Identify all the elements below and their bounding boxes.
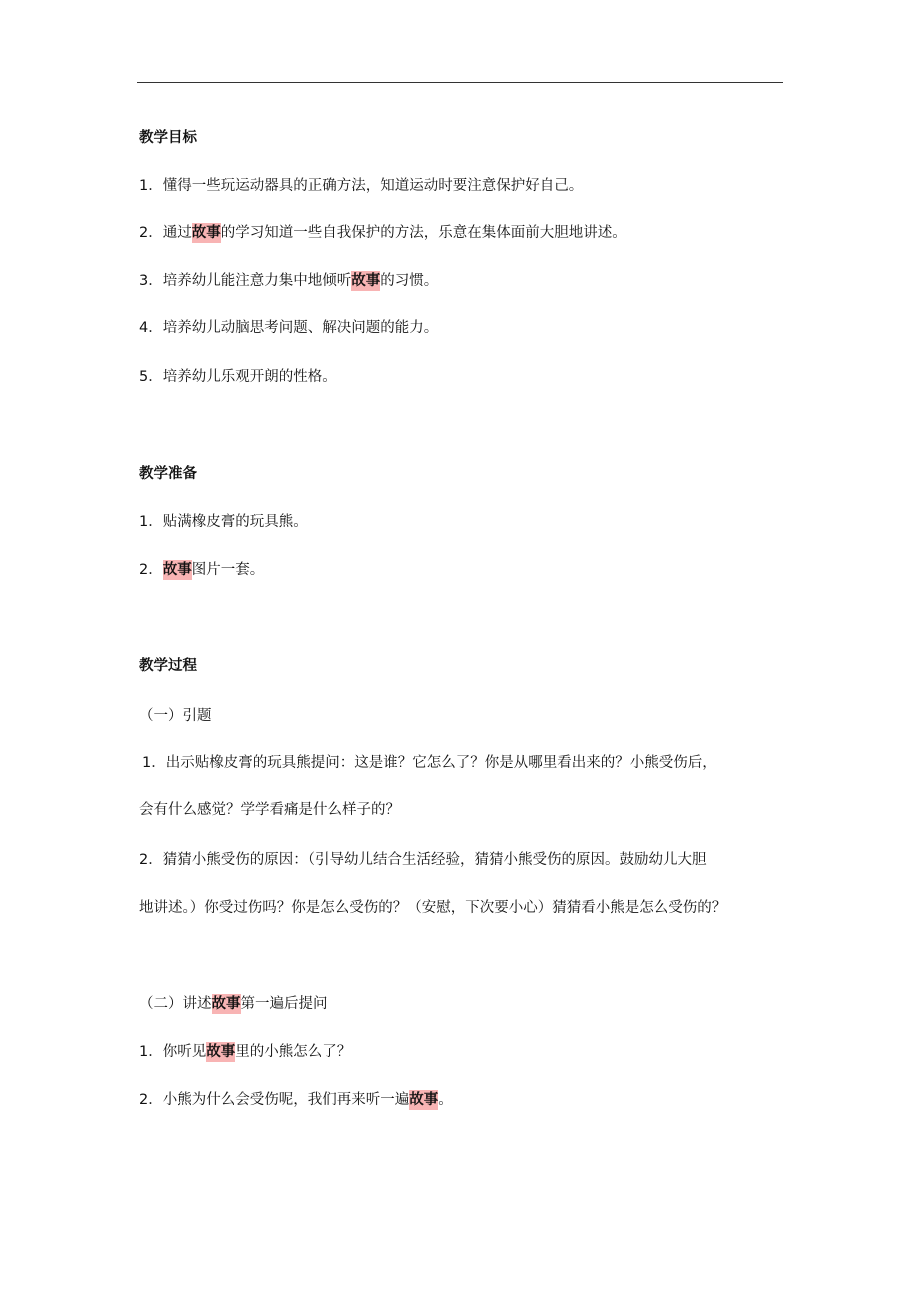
process-part2-item-1 (139, 1042, 351, 1062)
process-part2-title (139, 994, 328, 1014)
section-heading-goals: 教学目标 (139, 130, 197, 146)
item-text: 小熊为什么会受伤呢，我们再来听一遍 (162, 1092, 410, 1108)
part2-title-after: 第一遍后提问 (240, 996, 328, 1012)
process-part1-item2-line1: 2．猜猜小熊受伤的原因：（引导幼儿结合生活经验，猜猜小熊受伤的原因。鼓励幼儿大胆 (139, 852, 707, 868)
item-text-after: 的学习知道一些自我保护的方法，乐意在集体面前大胆地讲述。 (220, 225, 627, 241)
highlighted-keyword: 故事 (162, 562, 192, 578)
item-text-after: 的习惯。 (380, 273, 439, 289)
prep-item-2 (139, 560, 264, 580)
process-part1-item1-line1: 1．出示贴橡皮膏的玩具熊提问：这是谁？它怎么了？你是从哪里看出来的？小熊受伤后， (142, 755, 717, 771)
item-number: 1． (139, 178, 163, 194)
item-number: 4． (139, 320, 163, 336)
item-number: 2． (139, 225, 163, 241)
process-part1-item2-line2: 地讲述。）你受过伤吗？你是怎么受伤的？（安慰，下次要小心）猜猜看小熊是怎么受伤的？ (139, 900, 727, 916)
part2-title-before: （二）讲述 (139, 996, 212, 1012)
item-number: 1． (139, 514, 163, 530)
highlighted-keyword: 故事 (351, 273, 381, 289)
prep-item-1 (139, 512, 308, 532)
goal-item-2 (139, 223, 627, 243)
goal-item-5 (139, 367, 337, 387)
process-part2-item-2 (139, 1090, 453, 1110)
goal-item-3 (139, 271, 438, 291)
item-number: 3． (139, 273, 163, 289)
item-text-after: 图片一套。 (191, 562, 265, 578)
highlighted-keyword: 故事 (206, 1044, 236, 1060)
item-text: 你听见 (162, 1044, 207, 1060)
highlighted-keyword: 故事 (191, 225, 221, 241)
goal-item-4 (139, 318, 438, 338)
item-number: 2． (139, 1092, 163, 1108)
item-text: 培养幼儿动脑思考问题、解决问题的能力。 (162, 320, 439, 336)
item-text: 培养幼儿能注意力集中地倾听 (162, 273, 352, 289)
header-rule (137, 82, 783, 83)
process-part1-title: （一）引题 (139, 708, 212, 724)
item-text-after: 。 (438, 1092, 453, 1108)
item-text: 培养幼儿乐观开朗的性格。 (162, 369, 337, 385)
item-number: 5． (139, 369, 163, 385)
item-text: 贴满橡皮膏的玩具熊。 (162, 514, 308, 530)
process-part1-item1-line2: 会有什么感觉？学学看痛是什么样子的？ (139, 802, 400, 818)
section-heading-process: 教学过程 (139, 658, 197, 674)
goal-item-1 (139, 176, 583, 196)
section-heading-prep: 教学准备 (139, 466, 197, 482)
item-number: 2． (139, 562, 163, 578)
item-text: 通过 (162, 225, 192, 241)
item-text-after: 里的小熊怎么了？ (235, 1044, 352, 1060)
item-text: 懂得一些玩运动器具的正确方法，知道运动时要注意保护好自己。 (162, 178, 584, 194)
item-number: 1． (139, 1044, 163, 1060)
highlighted-keyword: 故事 (409, 1092, 439, 1108)
highlighted-keyword: 故事 (211, 996, 241, 1012)
